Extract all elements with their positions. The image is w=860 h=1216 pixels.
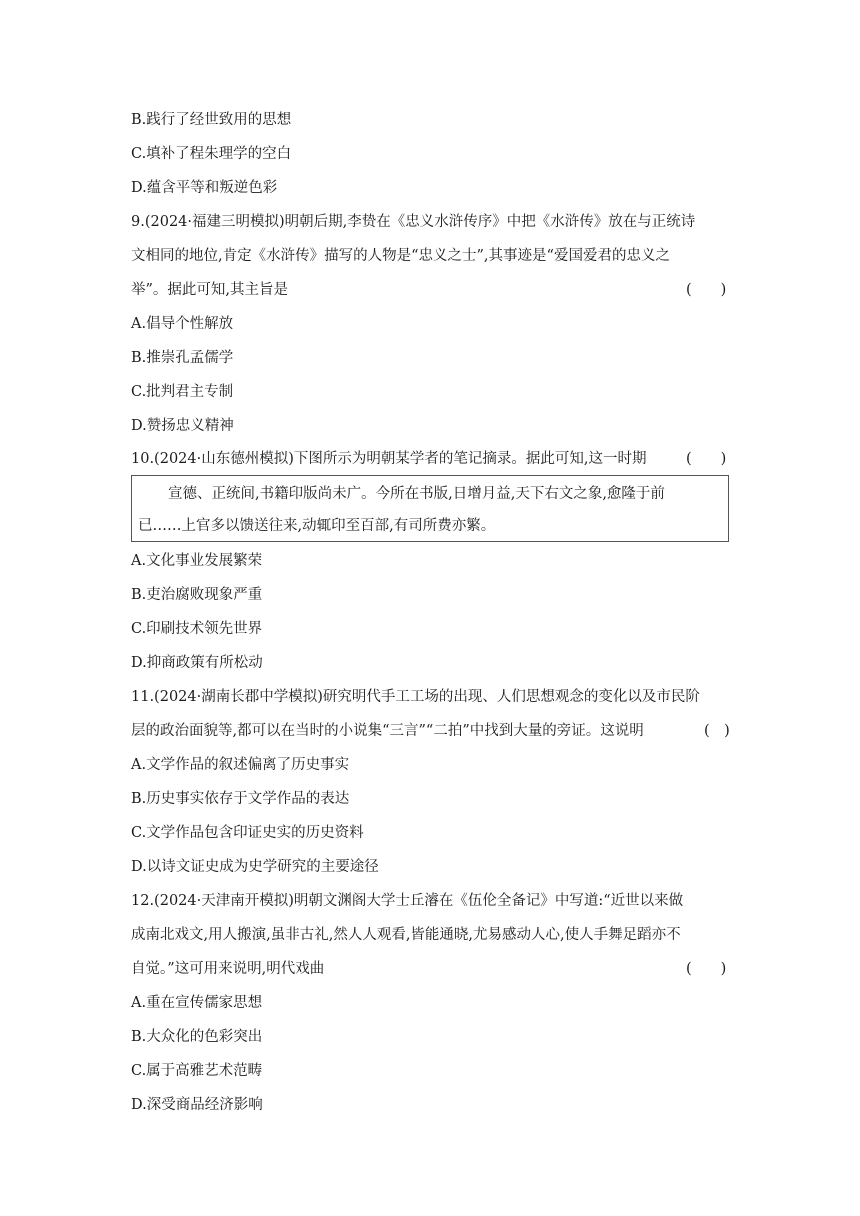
q9-option-d: D.赞扬忠义精神 (131, 418, 234, 434)
q8-option-c: C.填补了程朱理学的空白 (131, 146, 292, 162)
q9-option-c: C.批判君主专制 (131, 384, 234, 400)
q12-stem-line-3: 自觉。”这可用来说明,明代戏曲 (131, 961, 325, 977)
q10-answer-bracket: ( ) (686, 451, 727, 467)
q10-option-d: D.抑商政策有所松动 (131, 655, 263, 671)
q12-option-b: B.大众化的色彩突出 (131, 1029, 263, 1045)
q8-option-d: D.蕴含平等和叛逆色彩 (131, 180, 278, 196)
q10-option-a: A.文化事业发展繁荣 (131, 553, 263, 569)
q10-quote-box (131, 475, 729, 542)
q9-option-a: A.倡导个性解放 (131, 316, 234, 332)
q9-stem-line-3: 举”。据此可知,其主旨是 (131, 282, 289, 298)
q12-option-c: C.属于高雅艺术范畴 (131, 1063, 263, 1079)
q10-stem-line-1: 10.(2024·山东德州模拟)下图所示为明朝某学者的笔记摘录。据此可知,这一时期 (131, 451, 647, 467)
q11-option-b: B.历史事实依存于文学作品的表达 (131, 791, 350, 807)
q12-stem-line-1: 12.(2024·天津南开模拟)明朝文渊阁大学士丘濬在《伍伦全备记》中写道:“近世以来做 (131, 893, 684, 909)
q10-quote-line-1: 宣德、正统间,书籍印版尚未广。今所在书版,日增月益,天下右文之象,愈隆于前 (168, 486, 665, 502)
q12-answer-bracket: ( ) (686, 961, 727, 977)
q11-option-c: C.文学作品包含印证史实的历史资料 (131, 825, 364, 841)
q10-option-b: B.吏治腐败现象严重 (131, 587, 263, 603)
q11-option-a: A.文学作品的叙述偏离了历史事实 (131, 757, 350, 773)
q12-option-d: D.深受商品经济影响 (131, 1097, 263, 1113)
q9-option-b: B.推崇孔孟儒学 (131, 350, 234, 366)
q12-stem-line-2: 成南北戏文,用人搬演,虽非古礼,然人人观看,皆能通晓,尤易感动人心,使人手舞足蹈亦不 (131, 927, 681, 943)
q12-option-a: A.重在宣传儒家思想 (131, 995, 263, 1011)
q11-answer-bracket: ( ) (704, 723, 730, 739)
q11-stem-line-1: 11.(2024·湖南长郡中学模拟)研究明代手工工场的出现、人们思想观念的变化以及市民阶 (131, 689, 700, 705)
q9-stem-line-2: 文相同的地位,肯定《水浒传》描写的人物是“忠义之士”,其事迹是“爱国爱君的忠义之 (131, 248, 670, 264)
q10-quote-line-2: 已……上官多以馈送往来,动辄印至百部,有司所费亦繁。 (138, 518, 496, 534)
q10-option-c: C.印刷技术领先世界 (131, 621, 263, 637)
q9-answer-bracket: ( ) (686, 282, 727, 298)
q11-stem-line-2: 层的政治面貌等,都可以在当时的小说集“三言”“二拍”中找到大量的旁证。这说明 (131, 723, 644, 739)
q9-stem-line-1: 9.(2024·福建三明模拟)明朝后期,李贽在《忠义水浒传序》中把《水浒传》放在与正统诗 (131, 214, 696, 230)
q11-option-d: D.以诗文证史成为史学研究的主要途径 (131, 859, 379, 875)
q8-option-b: B.践行了经世致用的思想 (131, 112, 292, 128)
